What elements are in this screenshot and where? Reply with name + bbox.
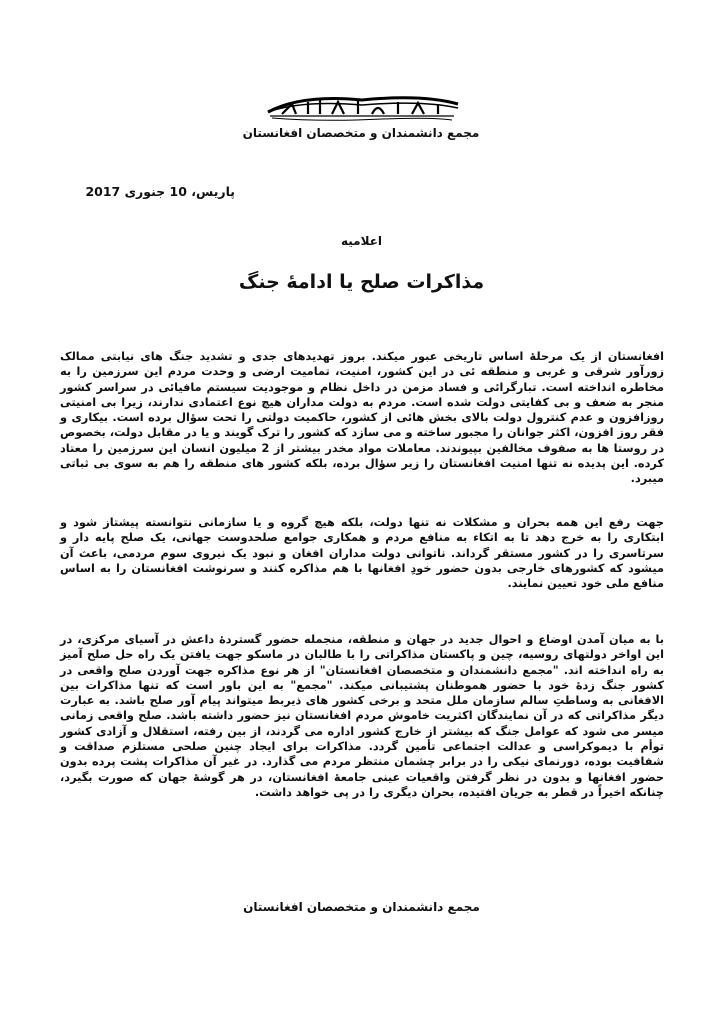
- paragraph-2: جهت رفع این همه بحران و مشکلات نه تنها دولت، بلکه هیچ گروه و یا سازمانی نتوانسته پیشتاز شود و ابتکاری را به خرج دهد تا به اتکاء به منافع مردم و همکاری جوامع صلحدوست جهانی، یک صلح پایه دار و سرتاسری را در کشور مستقر گرداند. ناتوانی دولت مداران افغان و نبود یک نیروی سوم مردمی، باعث آن میشود که کشورهای خارجی بدون حضور خودِ افغانها با هم مذاکره کنند و سرنوشت افغانستان را به اساس منافع ملی خود تعیین نمایند.: [60, 516, 664, 591]
- date-line: پاریس، 10 جنوری 2017: [85, 184, 235, 199]
- organization-logo: [262, 90, 462, 124]
- signature: مجمع دانشمندان و متخصصان افغانستان: [243, 900, 480, 914]
- document-title: مذاکرات صلح یا ادامهٔ جنگ: [238, 271, 485, 293]
- announcement-label: اعلامیه: [340, 234, 383, 248]
- paragraph-3: با به میان آمدن اوضاع و احوال جدید در جهان و منطقه، منجمله حضور گستردهٔ داعش در آسیای مرکزی، در این اواخر دولتهای روسیه، چین و پاکستان مذاکراتی را با طالبان در ماسکو جهت یافتن یک راه حل صلح آمیز به راه انداخته اند. "مجمع دانشمندان و متخصصان افغانستان" از هر نوع مذاکره جهت آوردن صلح واقعی در کشور جنگ زدهٔ خود با حضور هموطنان پشتیبانی میکند. "مجمع" به این باور است که تنها مذاکرات بین الافغانی به وساطتِ سالم سازمان ملل متحد و برخی کشور های ذیربط میتواند پیام آور صلح باشد. به عبارت دیگر مذاکراتی که در آن نمایندگان اکثریت خاموش مردم افغانستان نیز حضور داشته باشد. صلح واقعی زمانی میسر می شود که عوامل جنگ که بیشتر از خارج کشور اداره می گردند، از بین رفته، استقلال و آزادی کشور توأم با دیموکراسی و عدالت اجتماعی تأمین گردد. مذاکرات برای ایجاد چنین صلحی مستلزم صداقت و شفافیت بوده، دورنمای نیکی را در برابر چشمان منتظر مردم می گذارد. در غیر آن مذاکرات پشت پرده بدون حضور افغانها و بدون در نظر گرفتن واقعیات عینی جامعهٔ افغانستان، در هر گوشهٔ جهان که صورت بگیرد، چنانکه اخیراً در قطر به جریان افتیده، بحران دیگری را در پی خواهد داشت.: [60, 633, 664, 799]
- organization-name: مجمع دانشمندان و متخصصان افغانستان: [242, 126, 480, 140]
- paragraph-1: افغانستان از یک مرحلهٔ اساس تاریخی عبور میکند. بروز تهدیدهای جدی و تشدید جنگ های نیابتی ممالک زورآور شرقی و غربی و منطقه ئی در این کشور، امنیت، تمامیت ارضی و وحدت مردم این سرزمین را به مخاطره انداخته است. تبارگرائی و فساد مزمن در داخل نظام و موجودیت سیستم مافیائی در سراسر کشور منجر به ضعف و بی کفایتی دولت شده است. مردم به دولت مداران هیچ نوع اعتمادی ندارند، زیرا بی امنیتی روزافزون و عدم کنترول دولت بالای بخش هائی از کشور، حاکمیت دولتی را تحت سؤال برده است. بیکاری و فقر روز افزون، اکثر جوانان را مجبور ساخته و می سازد که کشور را ترک گویند و یا در مقابل دولت، بخصوص در روستا ها به صفوف مخالفین بپیوندند. معاملات مواد مخدر بیشتر از 2 میلیون انسان این سرزمین را معتاد کرده. این پدیده نه تنها امنیت افغانستان را زیر سؤال برده، بلکه کشور های منطقه را هم به سوی بی ثباتی میبرد.: [60, 350, 665, 486]
